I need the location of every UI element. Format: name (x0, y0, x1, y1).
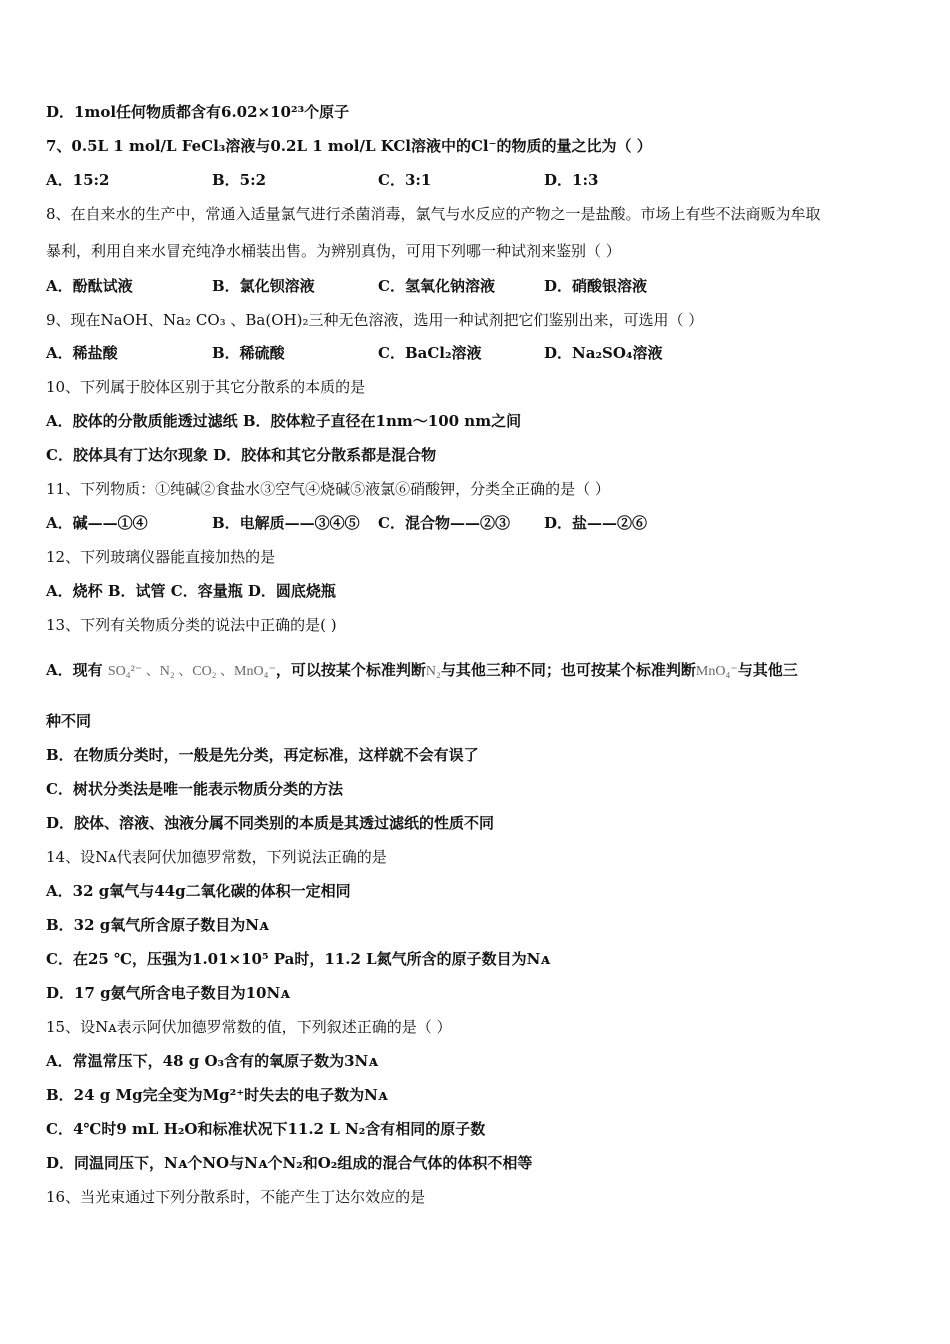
question-7: 7、0.5L 1 mol/L FeCl₃溶液与0.2L 1 mol/L KCl溶液中的Cl⁻的物质的量之比为（ ） (46, 137, 652, 155)
question-8: 8、在自来水的生产中，常通入适量氯气进行杀菌消毒，氯气与水反应的产物之一是盐酸。市场上有些不法商贩为牟取 (46, 205, 821, 223)
option-13d: D．胶体、溶液、浊液分属不同类别的本质是其透过滤纸的性质不同 (46, 814, 495, 832)
option: D．盐——②⑥ (544, 514, 648, 532)
option-13c: C．树状分类法是唯一能表示物质分类的方法 (46, 780, 343, 798)
option: B．氯化钡溶液 (212, 277, 315, 295)
question-15: 15、设Nᴀ表示阿伏加德罗常数的值，下列叙述正确的是（ ） (46, 1018, 452, 1036)
option: B．电解质——③④⑤ (212, 514, 360, 532)
question-13: 13、下列有关物质分类的说法中正确的是( ) (46, 616, 337, 634)
option-line: D．1mol任何物质都含有6.02×10²³个原子 (46, 103, 350, 121)
options-10-cd: C．胶体具有丁达尔现象 D．胶体和其它分散系都是混合物 (46, 446, 437, 464)
option: C．3:1 (378, 171, 432, 189)
question-16: 16、当光束通过下列分散系时，不能产生丁达尔效应的是 (46, 1188, 426, 1206)
text: 与其他三 (737, 661, 798, 679)
option: C．混合物——②③ (378, 514, 510, 532)
option-15c: C．4℃时9 mL H₂O和标准状况下11.2 L N₂含有相同的原子数 (46, 1120, 486, 1138)
option-14d: D．17 g氨气所含电子数目为10Nᴀ (46, 984, 290, 1002)
question-9: 9、现在NaOH、Na₂ CO₃ 、Ba(OH)₂三种无色溶液，选用一种试剂把它们鉴别出来，可选用（ ） (46, 311, 704, 329)
formula-list: SO₄²⁻ 、N₂ 、CO₂ 、MnO₄⁻ (107, 664, 276, 679)
option: A．碱——①④ (46, 514, 148, 532)
options-8 (46, 276, 647, 296)
option-13a (46, 660, 798, 682)
options-9 (46, 343, 662, 363)
option-15a: A．常温常压下，48 g O₃含有的氧原子数为3Nᴀ (46, 1052, 378, 1070)
question-10: 10、下列属于胶体区别于其它分散系的本质的是 (46, 378, 366, 396)
text: ，可以按某个标准判断 (275, 661, 426, 679)
option: D．硝酸银溶液 (544, 277, 648, 295)
question-12: 12、下列玻璃仪器能直接加热的是 (46, 548, 276, 566)
option: C．BaCl₂溶液 (378, 344, 482, 362)
option: A．稀盐酸 (46, 344, 118, 362)
formula-n2: N₂ (425, 664, 441, 679)
option-13a-cont: 种不同 (46, 712, 92, 730)
option-13b: B．在物质分类时，一般是先分类，再定标准，这样就不会有误了 (46, 746, 479, 764)
option-14a: A．32 g氧气与44g二氧化碳的体积一定相同 (46, 882, 351, 900)
option: A．酚酞试液 (46, 277, 133, 295)
option-15b: B．24 g Mg完全变为Mg²⁺时失去的电子数为Nᴀ (46, 1086, 388, 1104)
option-14b: B．32 g氧气所含原子数目为Nᴀ (46, 916, 269, 934)
formula-mno4: MnO₄⁻ (695, 664, 738, 679)
option: D．1:3 (544, 171, 599, 189)
question-8-cont: 暴利，利用自来水冒充纯净水桶装出售。为辨别真伪，可用下列哪一种试剂来鉴别（ ） (46, 242, 621, 260)
options-10-ab: A．胶体的分散质能透过滤纸 B．胶体粒子直径在1nm～100 nm之间 (46, 412, 522, 430)
question-14: 14、设Nᴀ代表阿伏加德罗常数，下列说法正确的是 (46, 848, 387, 866)
option: A．15:2 (46, 171, 110, 189)
options-11 (46, 513, 647, 533)
option-15d: D．同温同压下，Nᴀ个NO与Nᴀ个N₂和O₂组成的混合气体的体积不相等 (46, 1154, 533, 1172)
option: C．氢氧化钠溶液 (378, 277, 495, 295)
options-12: A．烧杯 B．试管 C．容量瓶 D．圆底烧瓶 (46, 582, 336, 600)
option-label: A．现有 (46, 661, 103, 679)
option: B．5:2 (212, 171, 267, 189)
option: B．稀硫酸 (212, 344, 285, 362)
question-11: 11、下列物质：①纯碱②食盐水③空气④烧碱⑤液氯⑥硝酸钾，分类全正确的是（ ） (46, 480, 610, 498)
options-7 (46, 170, 598, 190)
text: 与其他三种不同；也可按某个标准判断 (440, 661, 696, 679)
option: D．Na₂SO₄溶液 (544, 344, 663, 362)
option-14c: C．在25 ℃，压强为1.01×10⁵ Pa时，11.2 L氮气所含的原子数目为Nᴀ (46, 950, 551, 968)
